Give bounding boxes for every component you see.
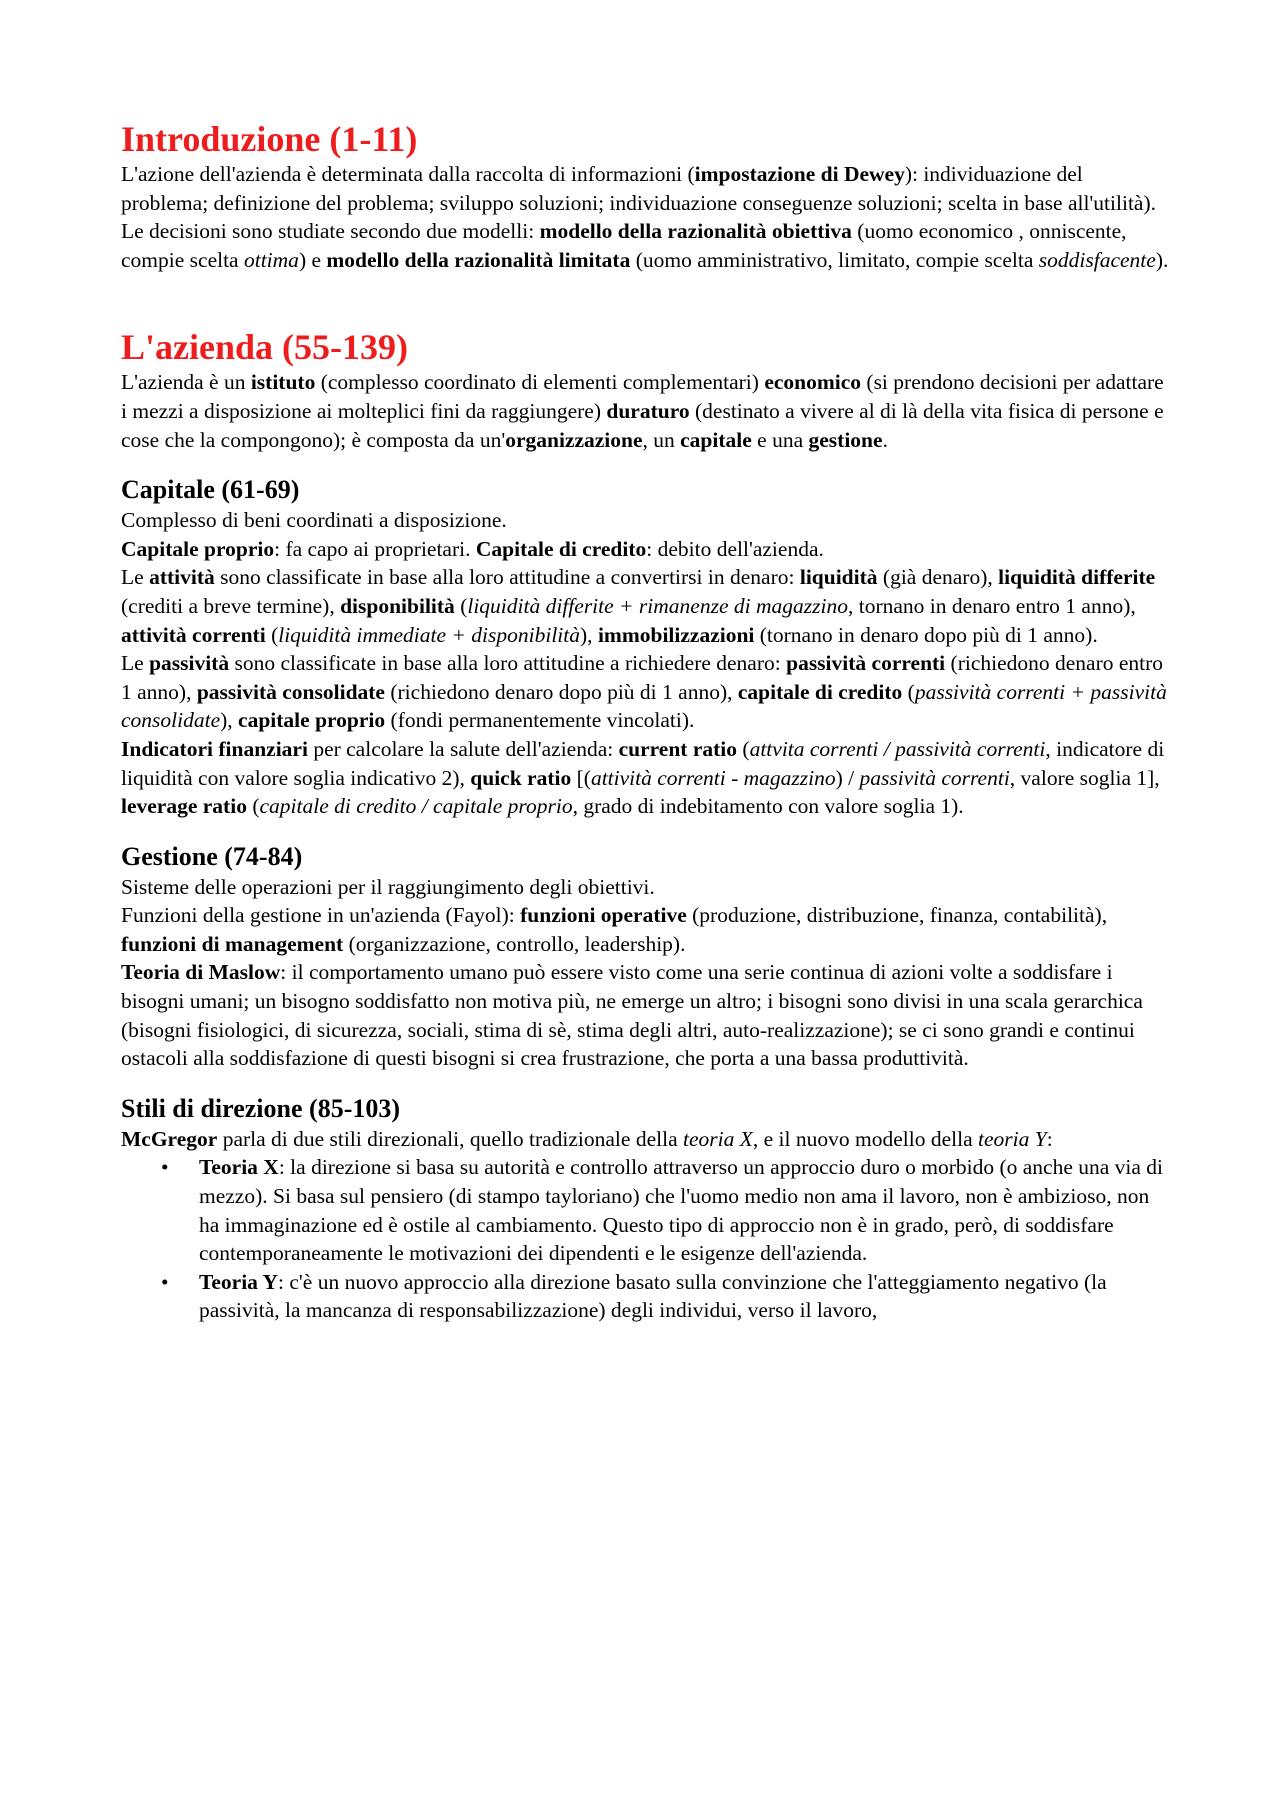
bold-text: immobilizzazioni <box>597 622 755 647</box>
text-run: Complesso di beni coordinati a disposizione. <box>121 508 507 533</box>
paragraph <box>121 649 1171 735</box>
paragraph <box>121 563 1171 649</box>
bold-text: Teoria Y <box>199 1269 279 1294</box>
text-run: (già denaro), <box>877 565 999 590</box>
list-item <box>121 1268 1171 1325</box>
text-run: (produzione, distribuzione, finanza, contabilità), <box>686 903 1108 928</box>
text-run: ( <box>902 679 915 704</box>
text-run: , tornano in denaro entro 1 anno), <box>847 593 1136 618</box>
text-run: ( <box>265 622 279 647</box>
text-run: : fa capo ai proprietari. <box>274 536 476 561</box>
paragraph <box>121 901 1171 958</box>
bold-text: leverage ratio <box>121 794 247 819</box>
text-run: sono classificate in base alla loro attitudine a richiedere denaro: <box>229 651 787 676</box>
text-run: , e il nuovo modello della <box>752 1126 978 1151</box>
text-run: (si prendono decisioni per adattare i mezzi a disposizione ai molteplici fini da raggiungere) <box>121 370 1164 423</box>
text-run: (complesso coordinato di elementi complementari) <box>315 370 765 395</box>
bold-text: capitale di credito <box>737 679 903 704</box>
text-run: ). <box>1155 247 1169 272</box>
italic-text: soddisfacente <box>1038 247 1156 272</box>
spacer <box>121 454 1171 474</box>
text-run: , indicatore di liquidità con valore soglia indicativo 2), <box>121 736 1165 790</box>
text-run: ) e <box>298 247 327 272</box>
bold-text: organizzazione <box>505 427 643 452</box>
bold-text: gestione <box>808 427 883 452</box>
text-run: , grado di indebitamento con valore soglia 1). <box>572 794 964 819</box>
italic-text: attvita correnti / passività correnti <box>749 736 1046 761</box>
paragraph <box>121 217 1171 274</box>
text-run: (crediti a breve termine), <box>121 593 341 618</box>
paragraph <box>121 873 1171 902</box>
bold-text: liquidità differite <box>998 565 1156 590</box>
paragraph <box>121 368 1171 454</box>
heading-introduzione: Introduzione (1-11) <box>121 119 418 159</box>
italic-text: capitale di credito / capitale proprio <box>259 794 573 819</box>
text-run: , un <box>642 427 681 452</box>
bullet-icon: • <box>161 1269 169 1294</box>
text-run: , valore soglia 1], <box>1009 765 1160 790</box>
bold-text: passività <box>149 651 230 676</box>
text-run: [( <box>571 765 591 790</box>
text-run: : il comportamento umano può essere visto come una serie continua di azioni volte a soddisfare i bisogni umani; un bisogno soddisfatto non motiva più, ne emerge un altro; i bisogni sono divisi in una scala gerarchica (bisogni fisiologici, di sicurezza, sociali, stima di sè, stima degli altri, auto-realizzazione); se ci sono grandi e continui ostacoli alla soddisfazione di questi bisogni si crea frustrazione, che porta a una bassa produttività. <box>121 960 1143 1071</box>
bold-text: economico <box>764 370 862 395</box>
text-run: ( <box>246 794 260 819</box>
spacer <box>121 1073 1171 1093</box>
text-run: (fondi permanentemente vincolati). <box>385 708 695 733</box>
text-run: ), <box>580 622 598 647</box>
text-run: : debito dell'azienda. <box>646 536 824 561</box>
paragraph <box>121 535 1171 564</box>
document-page <box>121 118 1171 1325</box>
bullet-icon: • <box>161 1155 169 1180</box>
text-run: Le decisioni sono studiate secondo due modelli: <box>121 219 540 244</box>
bold-text: capitale proprio <box>238 708 386 733</box>
text-run: ) / <box>835 765 860 790</box>
italic-text: attività correnti - magazzino <box>590 765 836 790</box>
bold-text: Teoria di Maslow <box>121 960 281 985</box>
bold-text: Teoria X <box>199 1155 279 1180</box>
text-run: sono classificate in base alla loro attitudine a convertirsi in denaro: <box>214 565 800 590</box>
bold-text: impostazione di Dewey <box>694 162 905 186</box>
text-run: Sisteme delle operazioni per il raggiungimento degli obiettivi. <box>121 874 655 899</box>
text-run: e una <box>751 427 809 452</box>
italic-text: ottima <box>243 247 299 272</box>
text-run: (uomo amministrativo, limitato, compie scelta <box>630 247 1039 272</box>
text-run: (richiedono denaro entro 1 anno), <box>121 651 1164 704</box>
bold-text: attività correnti <box>121 622 266 647</box>
text-run: (destinato a vivere al di là della vita fisica di persone e cose che la compongono); è composta da un' <box>121 398 1164 452</box>
bold-text: Capitale proprio <box>121 536 275 561</box>
bold-text: disponibilità <box>340 593 455 618</box>
bold-text: istituto <box>250 370 316 395</box>
list-item <box>121 1153 1171 1267</box>
bold-text: passività correnti <box>786 651 946 676</box>
text-run: : c'è un nuovo approccio alla direzione basato sulla convinzione che l'atteggiamento negativo (la passività, la mancanza di responsabilizzazione) degli individui, verso il lavoro, <box>199 1269 1107 1323</box>
text-run: . <box>882 427 888 452</box>
text-run: ( <box>737 736 750 761</box>
bold-text: passività consolidate <box>196 679 385 704</box>
bold-text: liquidità <box>799 565 878 590</box>
paragraph <box>121 735 1171 821</box>
bold-text: modello della razionalità obiettiva <box>539 219 852 244</box>
text-run: (richiedono denaro dopo più di 1 anno), <box>384 679 738 704</box>
paragraph <box>121 506 1171 535</box>
text-run: Le <box>121 565 150 590</box>
text-run: : la direzione si basa su autorità e controllo attraverso un approccio duro o morbido (o anche una via di mezzo). Si basa sul pensiero (di stampo tayloriano) che l'uomo medio non ama il lavoro, non è ambizioso, non ha immaginazione ed è ostile al cambiamento. Questo tipo di approccio non è in grado, però, di soddisfare contemporaneamente le motivazioni dei dipendenti e le esigenze dell'azienda. <box>199 1155 1164 1266</box>
text-run: Le <box>121 651 150 676</box>
text-run: (tornano in denaro dopo più di 1 anno). <box>754 622 1098 647</box>
text-run: (uomo economico , onniscente, compie scelta <box>121 219 1127 272</box>
bold-text: duraturo <box>606 398 690 423</box>
text-run: parla di due stili direzionali, quello tradizionale della <box>217 1126 683 1151</box>
italic-text: passività correnti <box>859 765 1010 790</box>
italic-text: liquidità immediate + disponibilità <box>278 622 581 647</box>
paragraph <box>121 1125 1171 1154</box>
text-run: ( <box>454 593 468 618</box>
spacer <box>121 274 1171 326</box>
text-run: : <box>1046 1126 1053 1151</box>
text-run: per calcolare la salute dell'azienda: <box>307 736 619 761</box>
text-run: ): individuazione del problema; definizione del problema; sviluppo soluzioni; individuazione conseguenze soluzioni; scelta in base all'utilità). <box>121 162 1157 215</box>
heading-capitale: Capitale (61-69) <box>121 475 300 505</box>
text-run: (organizzazione, controllo, leadership). <box>343 931 686 956</box>
italic-text: liquidità differite + rimanenze di magazzino <box>467 593 848 618</box>
italic-text: teoria X <box>683 1126 753 1151</box>
text-run: Funzioni della gestione in un'azienda (Fayol): <box>121 903 521 928</box>
bullet-list <box>121 1153 1171 1325</box>
bold-text: current ratio <box>618 736 738 761</box>
text-run: L'azione dell'azienda è determinata dalla raccolta di informazioni ( <box>121 162 695 186</box>
bold-text: attività <box>149 565 215 590</box>
heading-stili-di-direzione: Stili di direzione (85-103) <box>121 1093 401 1123</box>
text-run: L'azienda è un <box>121 370 251 395</box>
paragraph <box>121 958 1171 1072</box>
list-item-text <box>199 1155 1163 1265</box>
bold-text: McGregor <box>121 1126 218 1151</box>
heading-gestione: Gestione (74-84) <box>121 841 303 871</box>
bold-text: Capitale di credito <box>475 536 647 561</box>
heading-azienda: L'azienda (55-139) <box>121 327 408 368</box>
list-item-text <box>199 1270 1107 1323</box>
bold-text: funzioni di management <box>121 931 344 956</box>
bold-text: Indicatori finanziari <box>121 736 308 761</box>
italic-text: passività correnti + passività consolidate <box>121 679 1167 733</box>
paragraph <box>121 160 1171 217</box>
spacer <box>121 821 1171 841</box>
bold-text: modello della razionalità limitata <box>326 247 631 272</box>
bold-text: capitale <box>680 427 752 452</box>
bold-text: quick ratio <box>470 765 572 790</box>
text-run: ), <box>220 708 239 733</box>
bold-text: funzioni operative <box>520 903 687 928</box>
italic-text: teoria Y <box>978 1126 1047 1151</box>
